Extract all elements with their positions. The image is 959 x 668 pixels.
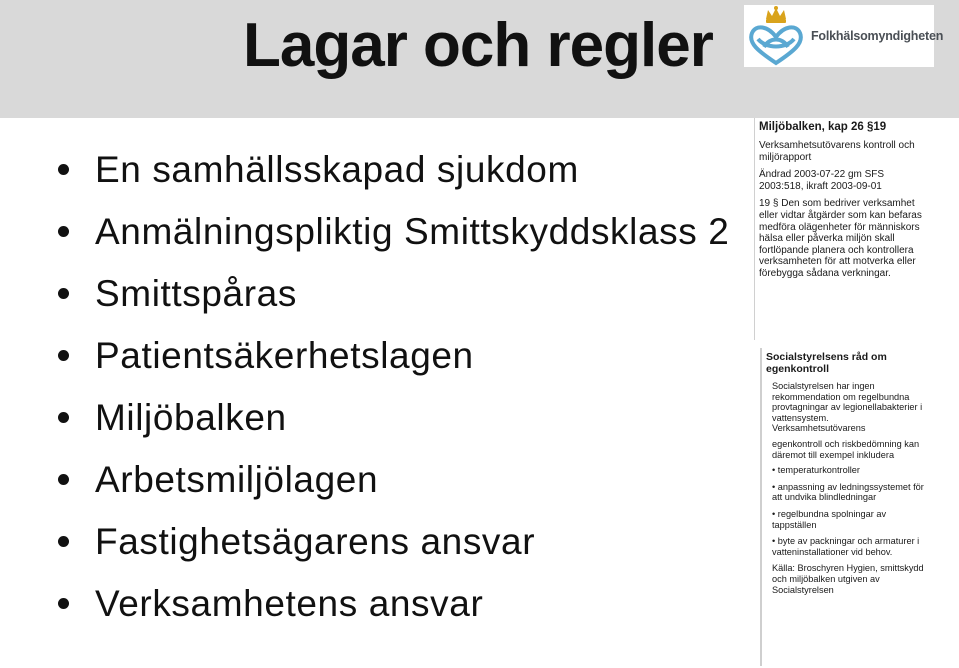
bullet-icon <box>58 474 69 485</box>
excerpt-list-item: • temperaturkontroller <box>772 465 860 476</box>
bullet-item: Verksamhetens ansvar <box>58 576 729 638</box>
excerpt-heading: Socialstyrelsens råd om egenkontroll <box>766 351 887 375</box>
excerpt-paragraph: 19 § Den som bedriver verksamhet eller vidtar åtgärder som kan befaras medföra olägenheter för människors hälsa eller påverka miljön skall fortlöpande planera och kontrollera verksamheten för att motverka eller förebygga sådana verkningar. <box>759 198 922 279</box>
bullet-icon <box>58 598 69 609</box>
excerpt-list-item: • regelbundna spolningar av tappställen <box>772 508 887 530</box>
bullet-item: Miljöbalken <box>58 390 729 452</box>
excerpt-paragraph: Socialstyrelsen har ingen rekommendation om regelbundna provtagningar av legionellabakterier i vattensystem. Verksamhetsutövarens <box>772 381 923 434</box>
bullet-list <box>58 142 729 638</box>
bullet-item: Patientsäkerhetslagen <box>58 328 729 390</box>
bullet-icon <box>58 226 69 237</box>
folkhalsomyndigheten-logo <box>744 5 944 67</box>
bullet-item: Arbetsmiljölagen <box>58 452 729 514</box>
logo-text: Folkhälsomyndigheten <box>811 29 944 43</box>
crowned-heart-knot-logo-icon <box>744 5 808 67</box>
excerpt-paragraph: Ändrad 2003-07-22 gm SFS 2003:518, ikraft 2003-09-01 <box>759 169 885 192</box>
bullet-item: Smittspåras <box>58 266 729 328</box>
bullet-icon <box>58 536 69 547</box>
title-bar <box>0 0 959 118</box>
slide-title: Lagar och regler <box>243 11 713 80</box>
bullet-item: En samhällsskapad sjukdom <box>58 142 729 204</box>
bullet-icon <box>58 288 69 299</box>
excerpt-list-item: • byte av packningar och armaturer i vatteninstallationer vid behov. <box>772 536 920 557</box>
miljobalken-excerpt <box>754 118 932 340</box>
excerpt-list-item: • anpassning av ledningssystemet för att undvika blindledningar <box>772 481 924 503</box>
bullet-item: Anmälningspliktig Smittskyddsklass 2 <box>58 204 729 266</box>
socialstyrelsen-excerpt <box>760 348 930 666</box>
bullet-icon <box>58 350 69 361</box>
excerpt-paragraph: egenkontroll och riskbedömning kan däremot till exempel inkludera <box>772 438 920 460</box>
bullet-icon <box>58 164 69 175</box>
excerpt-paragraph: Verksamhetsutövarens kontroll och miljörapport <box>759 140 915 163</box>
excerpt-heading: Miljöbalken, kap 26 §19 <box>759 121 887 133</box>
bullet-icon <box>58 412 69 423</box>
bullet-item: Fastighetsägarens ansvar <box>58 514 729 576</box>
excerpt-source: Källa: Broschyren Hygien, smittskydd och miljöbalken utgiven av Socialstyrelsen <box>772 563 924 595</box>
